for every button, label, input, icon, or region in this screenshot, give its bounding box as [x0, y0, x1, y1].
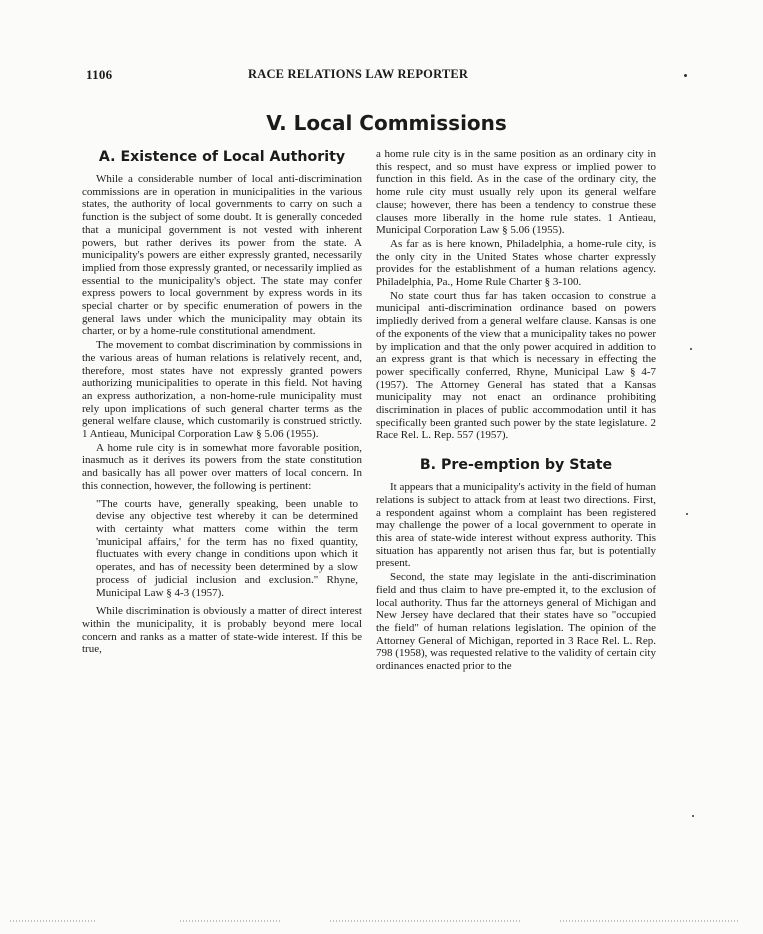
paragraph: As far as is here known, Philadelphia, a home-rule city, is the only city in the United States whose charter expressly provides for the establishment of a human relations agency. Philadelphia, Pa., Home Rule Charter § 3-100.: [376, 237, 656, 289]
scan-speck: [686, 513, 688, 515]
paragraph: A home rule city is in somewhat more favorable position, inasmuch as it derives its powers from the state constitution and basically has all power over matters of local concern. In this connection, however, the following is pertinent:: [82, 441, 362, 492]
paragraph: While discrimination is obviously a matter of direct interest within the municipality, it is probably beyond mere local concern and ranks as a matter of state-wide interest. If this be true,: [82, 605, 362, 656]
paragraph: Second, the state may legislate in the anti-discrimination field and thus claim to have pre-empted it, to the exclusion of local authority. Thus far the attorneys general of Michigan and New Jersey have declared that their states have so "occupied the field" of human relations legislation. The opinion of the Attorney General of Michigan, reported in 3 Race Rel. L. Rep. 798 (1958), was requested relative to the validity of certain city ordinances enacted prior to the: [376, 571, 656, 673]
scan-speck: [684, 74, 687, 77]
subhead-pre-emption-by-state: B. Pre-emption by State: [419, 457, 613, 474]
paragraph: No state court thus far has taken occasion to construe a municipal anti-discrimination ordinance based on powers impliedly derived from a general welfare clause. Kansas is one of the exponents of the view that a municipality takes no power by implication and that the only power acquired in addition to an express grant is that which is necessary in effecting the power specifically conferred, Rhyne, Municipal Law § 4-7 (1957). The Attorney General has stated that a Kansas municipality may not enact an ordinance prohibiting discrimination in places of public accommodation until it has specifically been granted such power by the state legislature. 2 Race Rel. L. Rep. 557 (1957).: [376, 289, 656, 442]
page-number: 1106: [86, 67, 113, 82]
scan-edge-artifact: [0, 918, 763, 924]
section-title: V. Local Commissions: [266, 111, 507, 135]
subhead-existence-of-local-authority: A. Existence of Local Authority: [98, 149, 346, 165]
scan-speck: [692, 815, 694, 817]
block-quote: "The courts have, generally speaking, been unable to devise any objective test whereby it can be determined with certainty what matters come within the term 'municipal affairs,' for the term has no fixed quantity, fluctuates with every change in conditions upon which it operates, and has of necessity been determined by a slow process of judicial inclusion and exclusion." Rhyne, Municipal Law § 4-3 (1957).: [96, 497, 358, 599]
right-column: [376, 148, 656, 673]
left-column: [82, 148, 362, 656]
scan-speck: [690, 348, 692, 350]
running-head: RACE RELATIONS LAW REPORTER: [248, 67, 469, 81]
paragraph: It appears that a municipality's activity in the field of human relations is subject to attack from at least two directions. First, a respondent against whom a complaint has been registered may challenge the power of a local government to operate in this area of state-wide interest without express authority. This situation has apparently not arisen thus far, but is potentially present.: [376, 481, 656, 570]
paragraph: The movement to combat discrimination by commissions in the various areas of human relations is relatively recent, and, therefore, most states have not expressly granted powers authorizing municipalities to operate in this field. Not having an express authorization, a non-home-rule municipality must rely upon implications of such general charter terms as the general welfare clause, which customarily is construed strictly. 1 Antieau, Municipal Corporation Law § 5.06 (1955).: [82, 339, 362, 441]
paragraph: While a considerable number of local anti-discrimination commissions are in operation in municipalities in the various states, the authority of local governments to carry on such a function is the subject of some doubt. It is generally conceded that a municipal government is not vested with inherent powers, but rather derives its power from the state. A municipality's powers are either expressly granted, necessarily implied from those expressly granted, or necessarily implied as essential to the municipality's object. The state may confer express powers to local government by express words in its special charter or by specific enumeration of powers in the general laws under which the municipality may obtain its charter, or by a home-rule constitutional amendment.: [82, 173, 362, 338]
paragraph: a home rule city is in the same position as an ordinary city in this respect, and so must have express or implied power to function in this field. As in the case of the ordinary city, the home rule city must usually rely upon its general welfare clause; however, there has been a tendency to construe these clauses more liberally in the home rule states. 1 Antieau, Municipal Corporation Law § 5.06 (1955).: [376, 148, 656, 237]
